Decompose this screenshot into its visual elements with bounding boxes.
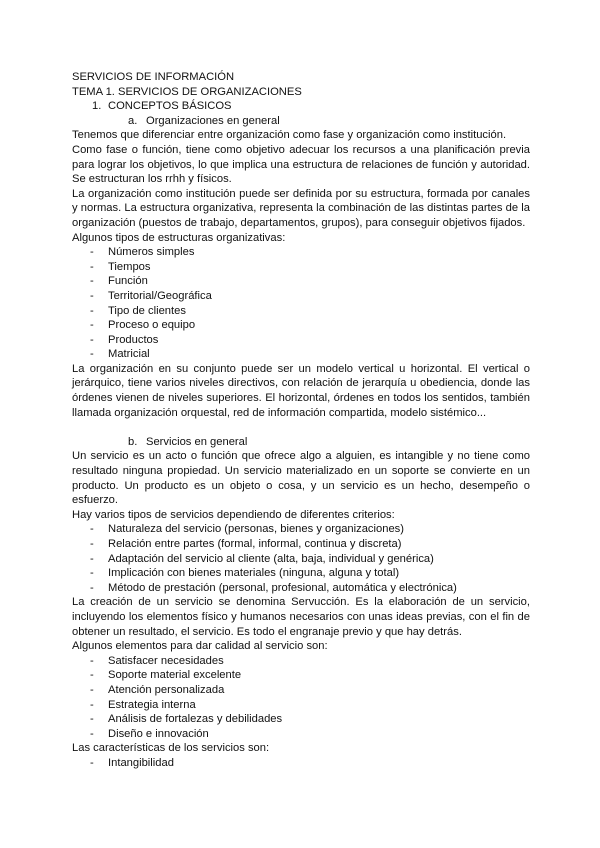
list-item: - Satisfacer necesidades <box>90 654 224 667</box>
list-item: - Estrategia interna <box>90 698 196 711</box>
subsection-label-b: Servicios en general <box>146 435 248 448</box>
list-item: - Naturaleza del servicio (personas, bienes y organizaciones) <box>90 523 404 536</box>
quality-elements-list <box>72 654 530 742</box>
section-label: CONCEPTOS BÁSICOS <box>108 100 232 113</box>
subsection-heading-a <box>72 114 530 129</box>
list-item: - Intangibilidad <box>90 756 174 769</box>
list-item: - Proceso o equipo <box>90 319 196 332</box>
list-item: - Método de prestación (personal, profesional, automática y electrónica) <box>90 581 457 594</box>
list-item: - Territorial/Geográfica <box>90 289 212 302</box>
blank-line <box>72 420 530 435</box>
paragraph: Algunos tipos de estructuras organizativas: <box>72 231 286 244</box>
subsection-label-a: Organizaciones en general <box>146 114 280 127</box>
list-item: - Diseño e innovación <box>90 727 209 740</box>
subsection-marker-a: a. <box>128 114 138 127</box>
list-item: - Productos <box>90 333 159 346</box>
paragraph: Las características de los servicios son: <box>72 742 270 755</box>
list-item: - Números simples <box>90 246 195 259</box>
characteristics-list <box>72 756 530 771</box>
list-item: - Función <box>90 275 148 288</box>
list-item: - Tipo de clientes <box>90 304 186 317</box>
paragraph: La creación de un servicio se denomina Servucción. Es la elaboración de un servicio, incluyendo los elementos físico y humanos necesarios con unas ideas previas, con el fin de obtener un resultado, el servicio. Es todo el engranaje previo y que hay detrás. <box>72 596 530 638</box>
list-item: - Atención personalizada <box>90 683 225 696</box>
list-item: - Relación entre partes (formal, informal, continua y discreta) <box>90 538 402 550</box>
list-item: - Soporte material excelente <box>90 669 242 682</box>
paragraph: Algunos elementos para dar calidad al servicio son: <box>72 640 328 653</box>
service-criteria-list <box>72 522 530 595</box>
paragraph: La organización en su conjunto puede ser un modelo vertical u horizontal. El vertical o jerárquico, tiene varios niveles directivos, con relación de jerarquía u obediencia, donde las órdenes vienen de niveles superiores. El horizontal, órdenes en todos los sentidos, también llamada organización orquestal, red de información compartida, modelo sistémico... <box>72 362 530 419</box>
subsection-heading-b <box>72 435 530 450</box>
list-item: - Adaptación del servicio al cliente (alta, baja, individual y genérica) <box>90 552 434 565</box>
paragraph: La organización como institución puede ser definida por su estructura, formada por canales y normas. La estructura organizativa, representa la combinación de las distintas partes de la organización (puestos de trabajo, departamentos, grupos), para conseguir objetivos fijados. <box>72 187 530 229</box>
paragraph: Hay varios tipos de servicios dependiendo de diferentes criterios: <box>72 508 395 521</box>
list-item: - Implicación con bienes materiales (ninguna, alguna y total) <box>90 567 400 580</box>
list-item: - Tiempos <box>90 260 151 273</box>
section-heading <box>72 99 530 114</box>
list-item: - Análisis de fortalezas y debilidades <box>90 713 283 726</box>
list-item: - Matricial <box>90 348 150 361</box>
section-number: 1. <box>92 100 102 113</box>
paragraph: Como fase o función, tiene como objetivo adecuar los recursos a una planificación previa para lograr los objetivos, lo que implica una estructura de relaciones de función y autoridad. Se estructuran los rrhh y físicos. <box>72 143 530 186</box>
subsection-marker-b: b. <box>128 435 138 448</box>
structure-types-list <box>72 245 530 362</box>
paragraph: Tenemos que diferenciar entre organización como fase y organización como institución. <box>72 129 507 142</box>
document-title: SERVICIOS DE INFORMACIÓN <box>72 71 235 83</box>
topic-heading: TEMA 1. SERVICIOS DE ORGANIZACIONES <box>72 85 302 98</box>
paragraph: Un servicio es un acto o función que ofrece algo a alguien, es intangible y no tiene como resultado ninguna propiedad. Un servicio materializado en un soporte se convierte en un producto. Un producto es un objeto o cosa, y un servicio es un hecho, desempeño o esfuerzo. <box>72 450 530 507</box>
